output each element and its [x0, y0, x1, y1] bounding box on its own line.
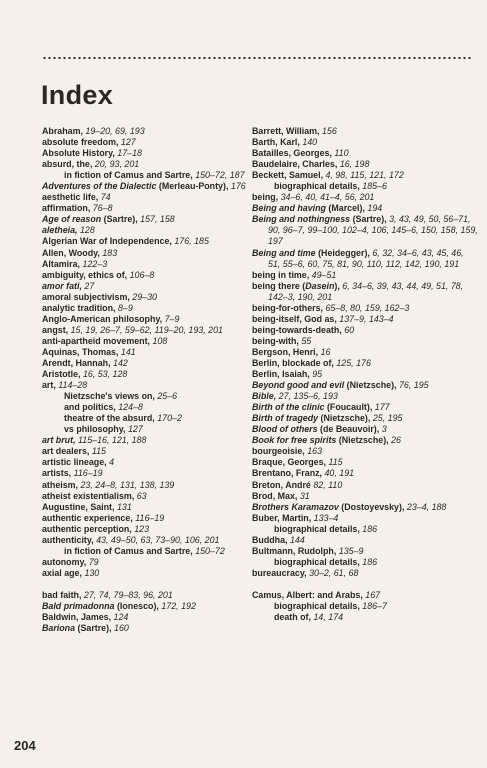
- index-entry: [42, 435, 254, 446]
- entry-pages: 137–9, 143–4: [339, 313, 394, 324]
- index-entry: [252, 170, 478, 181]
- entry-title-italic: Dasein: [305, 280, 335, 291]
- entry-pages: 19–20, 69, 193: [85, 126, 145, 136]
- entry-term: being-with,: [252, 335, 299, 346]
- entry-term: art,: [42, 380, 56, 391]
- index-entry: [252, 325, 478, 336]
- entry-term: aesthetic life,: [42, 192, 99, 203]
- index-entry: [42, 159, 254, 170]
- entry-pages: 31: [299, 490, 310, 501]
- entry-term: (Marcel),: [325, 203, 365, 214]
- entry-pages: 7–9: [164, 313, 180, 324]
- index-entry: [252, 281, 478, 303]
- entry-pages: 186: [362, 523, 378, 534]
- index-entry: [42, 214, 254, 225]
- index-entry: [252, 524, 478, 535]
- entry-pages: 115–16, 121, 188: [78, 435, 147, 446]
- entry-pages: 167: [365, 589, 381, 600]
- entry-pages: 116–19: [73, 468, 103, 479]
- entry-term: artistic lineage,: [42, 457, 107, 468]
- dotted-rule: [42, 56, 472, 60]
- entry-pages: 160: [114, 623, 129, 634]
- index-entry: [252, 480, 478, 491]
- entry-pages: 23–4, 188: [406, 501, 447, 512]
- index-entry: [42, 612, 254, 623]
- entry-pages: 142: [113, 357, 128, 368]
- index-entry: [252, 336, 478, 347]
- entry-pages: 43, 49–50, 63, 73–90, 106, 201: [96, 534, 220, 545]
- entry-term: atheist existentialism,: [42, 490, 135, 501]
- entry-pages: 185–6: [362, 181, 387, 192]
- entry-pages: 16: [320, 346, 331, 357]
- entry-pages: 20, 93, 201: [94, 159, 140, 170]
- index-entry: [42, 203, 254, 214]
- entry-term: Baudelaire, Charles,: [252, 159, 338, 170]
- entry-pages: 122–3: [82, 258, 108, 269]
- entry-term: Camus, Albert: and Arabs,: [252, 589, 363, 600]
- entry-term: (Nietzsche),: [344, 380, 397, 391]
- index-entry: [252, 270, 478, 281]
- entry-term: (Sartre),: [101, 214, 138, 225]
- index-entry: [42, 601, 254, 612]
- entry-term: Berlin, blockade of,: [252, 357, 334, 368]
- index-entry: [42, 491, 254, 502]
- entry-title-italic: Bald primadonna: [42, 600, 115, 611]
- entry-term: (de Beauvoir),: [317, 424, 380, 435]
- entry-pages: 114–28: [58, 380, 88, 391]
- entry-pages: 55: [301, 335, 312, 346]
- page-number: 204: [14, 738, 36, 753]
- entry-term: being in time,: [252, 269, 310, 280]
- index-entry: [42, 546, 254, 557]
- entry-term: angst,: [42, 324, 69, 335]
- entry-title-italic: Birth of tragedy: [252, 413, 319, 424]
- entry-pages: 124–8: [118, 402, 143, 413]
- index-entry: [252, 181, 478, 192]
- index-entry: [42, 402, 254, 413]
- entry-term: bourgeoisie,: [252, 446, 305, 457]
- index-entry: [42, 126, 254, 137]
- entry-term: Berlin, Isaiah,: [252, 369, 310, 380]
- entry-title-italic: Being and having: [252, 203, 326, 214]
- entry-term: analytic tradition,: [42, 302, 116, 313]
- index-entry: [252, 314, 478, 325]
- entry-pages: 183: [102, 247, 118, 258]
- index-entry: [42, 225, 254, 236]
- entry-term: Baldwin, James,: [42, 612, 112, 623]
- index-entry: [42, 248, 254, 259]
- index-entry: [42, 480, 254, 491]
- entry-pages: 14, 174: [313, 612, 344, 623]
- entry-title-italic: Beyond good and evil: [252, 380, 345, 391]
- entry-term: (Heidegger),: [315, 247, 370, 258]
- index-entry: [42, 623, 254, 634]
- entry-term: Brentano, Franz,: [252, 468, 323, 479]
- entry-pages: 6, 34–6, 39, 43, 44, 49, 51, 78, 142–3, 190, 201: [268, 280, 464, 302]
- entry-pages: 16, 198: [339, 159, 370, 170]
- entry-pages: 76–8: [92, 203, 113, 214]
- index-entry: [252, 590, 478, 601]
- entry-term: Anglo-American philosophy,: [42, 313, 163, 324]
- index-entry: [252, 137, 478, 148]
- index-entry: [42, 148, 254, 159]
- entry-term: Algerian War of Independence,: [42, 236, 172, 247]
- index-entry: [42, 535, 254, 546]
- entry-term: Buddha,: [252, 534, 288, 545]
- entry-term: Abraham,: [42, 126, 83, 136]
- page-title: Index: [41, 80, 114, 110]
- entry-title-italic: Being and nothingness: [252, 214, 351, 225]
- index-entry: [252, 601, 478, 612]
- entry-term: amoral subjectivism,: [42, 291, 130, 302]
- index-entry: [42, 468, 254, 479]
- entry-title-italic: Being and time: [252, 247, 316, 258]
- index-entry: [252, 446, 478, 457]
- entry-pages: 34–6, 40, 41–4, 56, 201: [280, 192, 375, 203]
- index-entry: [42, 590, 254, 601]
- entry-term: Breton, André: [252, 479, 311, 490]
- index-entry: [252, 192, 478, 203]
- entry-pages: 127: [127, 424, 143, 435]
- entry-pages: 27: [84, 280, 95, 291]
- entry-title-italic: Birth of the clinic: [252, 402, 325, 413]
- entry-term: (Foucault),: [324, 402, 373, 413]
- entry-pages: 79: [88, 556, 99, 567]
- index-entry: [42, 457, 254, 468]
- index-entry: [42, 292, 254, 303]
- entry-term: (Nietzsche),: [336, 435, 389, 446]
- entry-pages: 150–72: [195, 545, 225, 556]
- index-entry: [42, 424, 254, 435]
- entry-pages: 4: [109, 457, 115, 468]
- index-entry: [42, 391, 254, 402]
- entry-pages: 6, 32, 34–6, 43, 45, 46, 51, 55–6, 60, 75, 81, 90, 110, 112, 142, 190, 191: [268, 247, 464, 269]
- entry-title-italic: Blood of others: [252, 424, 318, 435]
- entry-pages: 25, 195: [372, 413, 403, 424]
- entry-title-italic: Bariona: [42, 623, 76, 634]
- index-entry: [252, 457, 478, 468]
- index-entry: [252, 491, 478, 502]
- index-entry: [252, 248, 478, 270]
- entry-pages: 140: [302, 137, 318, 148]
- index-entry: [42, 303, 254, 314]
- index-entry: [252, 402, 478, 413]
- entry-term: Barth, Karl,: [252, 137, 300, 148]
- entry-term: autonomy,: [42, 556, 87, 567]
- index-entry: [252, 535, 478, 546]
- entry-term: Arendt, Hannah,: [42, 357, 111, 368]
- index-entry: [252, 468, 478, 479]
- entry-term: death of,: [274, 612, 311, 623]
- entry-pages: 40, 191: [324, 468, 355, 479]
- index-entry: [252, 369, 478, 380]
- entry-pages: 16, 53, 128: [82, 369, 128, 380]
- entry-term: biographical details,: [274, 600, 360, 611]
- index-entry: [42, 181, 254, 192]
- index-entry: [252, 424, 478, 435]
- entry-pages: 3: [381, 424, 387, 435]
- entry-pages: 29–30: [132, 291, 157, 302]
- entry-pages: 15, 19, 26–7, 59–62, 119–20, 193, 201: [70, 324, 223, 335]
- entry-title-italic: Brothers Karamazov: [252, 501, 339, 512]
- index-entry: [252, 513, 478, 524]
- entry-term: bad faith,: [42, 589, 82, 600]
- index-entry: [252, 502, 478, 513]
- entry-pages: 141: [120, 346, 136, 357]
- entry-pages: 115: [91, 446, 106, 457]
- entry-term: (Dostoyevsky),: [338, 501, 405, 512]
- entry-pages: 74: [100, 192, 111, 203]
- entry-term: (Ionesco),: [114, 600, 159, 611]
- index-column-right: [252, 126, 478, 623]
- entry-term: atheism,: [42, 479, 79, 490]
- entry-pages: 157, 158: [140, 214, 175, 225]
- entry-pages: 131: [116, 501, 132, 512]
- entry-pages: 127: [120, 137, 136, 148]
- entry-term: (Sartre),: [350, 214, 387, 225]
- entry-term: Barrett, William,: [252, 126, 320, 136]
- index-entry: [252, 568, 478, 579]
- index-entry: [42, 137, 254, 148]
- entry-term: Bergson, Henri,: [252, 346, 319, 357]
- entry-term: in fiction of Camus and Sartre,: [64, 170, 193, 181]
- index-entry: [42, 236, 254, 247]
- entry-term: (Merleau-Ponty),: [156, 181, 229, 192]
- entry-pages: 150–72, 187: [195, 170, 245, 181]
- entry-pages: 128: [80, 225, 95, 236]
- entry-term: Augustine, Saint,: [42, 501, 115, 512]
- entry-pages: 170–2: [157, 413, 182, 424]
- entry-term: vs philosophy,: [64, 424, 126, 435]
- index-entry: [42, 270, 254, 281]
- entry-term: Aquinas, Thomas,: [42, 346, 119, 357]
- entry-term: biographical details,: [274, 181, 360, 192]
- entry-pages: 116–19: [135, 512, 165, 523]
- entry-pages: 125, 176: [336, 357, 371, 368]
- entry-term: Beckett, Samuel,: [252, 170, 324, 181]
- index-entry: [252, 347, 478, 358]
- index-entry: [42, 314, 254, 325]
- index-entry: [42, 170, 254, 181]
- entry-term: Brod, Max,: [252, 490, 298, 501]
- entry-term: being-itself, God as,: [252, 313, 337, 324]
- index-entry: [42, 568, 254, 579]
- entry-pages: 95: [312, 369, 323, 380]
- entry-term: (Nietzsche),: [318, 413, 371, 424]
- entry-title-italic: aletheia,: [42, 225, 78, 236]
- entry-term: axial age,: [42, 567, 82, 578]
- index-entry: [252, 612, 478, 623]
- entry-term: authentic perception,: [42, 523, 132, 534]
- index-column-left: [42, 126, 254, 634]
- index-entry: [252, 148, 478, 159]
- entry-pages: 63: [136, 490, 147, 501]
- entry-term: affirmation,: [42, 203, 91, 214]
- entry-pages: 194: [367, 203, 383, 214]
- entry-pages: 25–6: [157, 391, 178, 402]
- entry-term: Batailles, Georges,: [252, 148, 332, 159]
- index-entry: [252, 546, 478, 557]
- entry-term: in fiction of Camus and Sartre,: [64, 545, 193, 556]
- entry-term: (Sartre),: [75, 623, 112, 634]
- entry-term: being there (: [252, 280, 306, 291]
- entry-pages: 65–8, 80, 159, 162–3: [325, 302, 410, 313]
- entry-pages: 4, 98, 115, 121, 172: [325, 170, 404, 181]
- entry-pages: 26: [391, 435, 401, 446]
- entry-pages: 106–8: [129, 269, 155, 280]
- index-entry: [252, 435, 478, 446]
- entry-pages: 123: [134, 523, 150, 534]
- entry-term: anti-apartheid movement,: [42, 335, 150, 346]
- entry-pages: 124: [113, 612, 129, 623]
- entry-term: being,: [252, 192, 279, 203]
- entry-pages: 172, 192: [161, 600, 196, 611]
- entry-term: being-for-others,: [252, 302, 323, 313]
- entry-pages: 176: [230, 181, 246, 192]
- entry-pages: 177: [374, 402, 390, 413]
- index-entry: [42, 358, 254, 369]
- entry-term: bureaucracy,: [252, 567, 307, 578]
- index-entry: [42, 502, 254, 513]
- index-entry: [42, 192, 254, 203]
- entry-pages: 133–4: [313, 512, 339, 523]
- entry-title-italic: Bible,: [252, 391, 277, 402]
- entry-term: Braque, Georges,: [252, 457, 326, 468]
- index-entry: [252, 380, 478, 391]
- entry-term: ),: [334, 280, 340, 291]
- index-entry: [42, 446, 254, 457]
- entry-term: Altamira,: [42, 258, 80, 269]
- entry-term: biographical details,: [274, 523, 360, 534]
- index-entry: [42, 347, 254, 358]
- entry-term: artists,: [42, 468, 72, 479]
- index-entry: [252, 413, 478, 424]
- entry-pages: 115: [328, 457, 343, 468]
- index-entry: [252, 214, 478, 247]
- entry-pages: 135–9: [338, 545, 364, 556]
- entry-pages: 163: [307, 446, 323, 457]
- index-entry: [42, 325, 254, 336]
- entry-term: absurd, the,: [42, 159, 93, 170]
- entry-term: being-towards-death,: [252, 324, 342, 335]
- entry-term: theatre of the absurd,: [64, 413, 155, 424]
- entry-pages: 76, 195: [398, 380, 429, 391]
- entry-pages: 156: [321, 126, 337, 136]
- index-entry: [42, 413, 254, 424]
- entry-pages: 23, 24–8, 131, 138, 139: [80, 479, 175, 490]
- entry-pages: 3, 43, 49, 50, 56–71, 90, 96–7, 99–100, 102–4, 106, 145–6, 150, 158, 159, 197: [268, 214, 478, 247]
- index-entry: [252, 159, 478, 170]
- index-entry: [252, 203, 478, 214]
- entry-pages: 8–9: [117, 302, 133, 313]
- entry-term: Absolute History,: [42, 148, 115, 159]
- entry-pages: 27, 74, 79–83, 96, 201: [83, 589, 173, 600]
- index-entry: [252, 303, 478, 314]
- index-entry: [42, 281, 254, 292]
- entry-term: art dealers,: [42, 446, 90, 457]
- index-entry: [42, 336, 254, 347]
- index-entry: [42, 380, 254, 391]
- entry-pages: 17–18: [117, 148, 142, 159]
- entry-term: ambiguity, ethics of,: [42, 269, 128, 280]
- index-entry: [252, 391, 478, 402]
- entry-title-italic: art brut,: [42, 435, 76, 446]
- entry-pages: 176, 185: [174, 236, 209, 247]
- entry-pages: 186: [362, 556, 378, 567]
- index-entry: [252, 557, 478, 568]
- entry-pages: 30–2, 61, 68: [309, 567, 359, 578]
- index-entry: [42, 557, 254, 568]
- index-entry: [252, 126, 478, 137]
- entry-term: Buber, Martin,: [252, 512, 312, 523]
- index-entry: [42, 513, 254, 524]
- entry-pages: 82, 110: [313, 479, 343, 490]
- entry-pages: 108: [152, 335, 168, 346]
- entry-term: and politics,: [64, 402, 116, 413]
- entry-pages: 49–51: [311, 269, 337, 280]
- entry-term: authentic experience,: [42, 512, 133, 523]
- entry-pages: 144: [289, 534, 305, 545]
- entry-pages: 27, 135–6, 193: [278, 391, 338, 402]
- index-entry: [252, 358, 478, 369]
- entry-pages: 186–7: [362, 600, 387, 611]
- entry-pages: 130: [84, 567, 100, 578]
- entry-pages: 110: [334, 148, 349, 159]
- index-entry: [42, 369, 254, 380]
- entry-term: Bultmann, Rudolph,: [252, 545, 337, 556]
- entry-title-italic: Age of reason: [42, 214, 102, 225]
- entry-title-italic: amor fati,: [42, 280, 82, 291]
- entry-term: biographical details,: [274, 556, 360, 567]
- entry-term: absolute freedom,: [42, 137, 119, 148]
- entry-title-italic: Book for free spirits: [252, 435, 337, 446]
- entry-term: Allen, Woody,: [42, 247, 100, 258]
- index-entry: [42, 524, 254, 535]
- entry-pages: 60: [344, 324, 355, 335]
- entry-term: Nietzsche's views on,: [64, 391, 155, 402]
- entry-term: authenticity,: [42, 534, 94, 545]
- entry-term: Aristotle,: [42, 369, 81, 380]
- index-entry: [42, 259, 254, 270]
- entry-title-italic: Adventures of the Dialectic: [42, 181, 157, 192]
